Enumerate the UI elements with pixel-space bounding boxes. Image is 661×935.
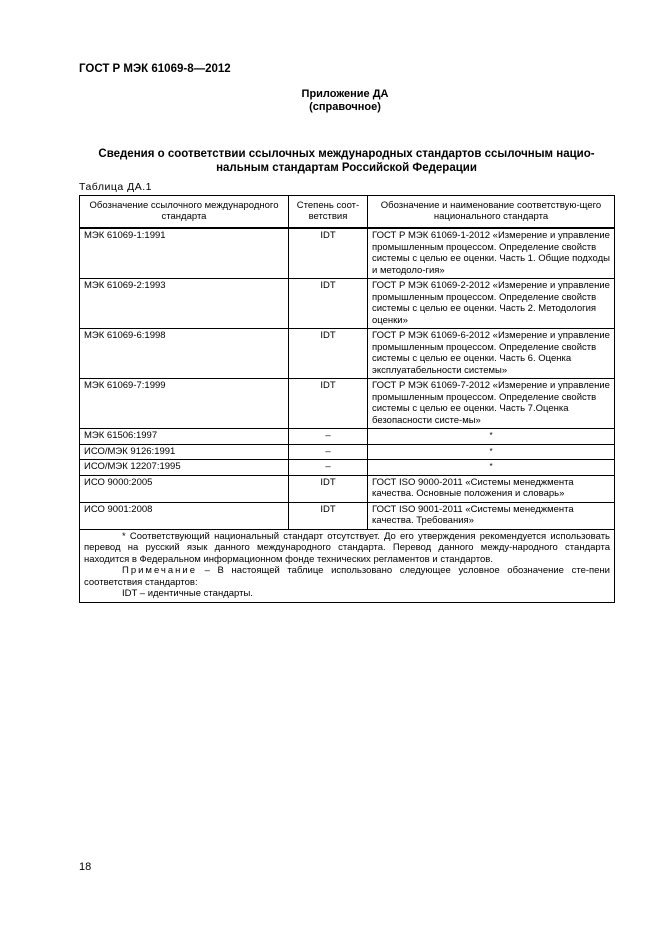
document-header: ГОСТ Р МЭК 61069-8—2012 [79, 63, 231, 75]
cell-degree: – [289, 460, 368, 476]
cell-intl: МЭК 61069-1:1991 [80, 228, 289, 279]
cell-national: ГОСТ ISO 9001-2011 «Системы менеджмента качества. Требования» [368, 502, 615, 529]
cell-national: * [368, 460, 615, 476]
table-row [80, 379, 615, 429]
cell-degree: IDT [289, 279, 368, 329]
note-idt: IDT – идентичные стандарты. [122, 588, 253, 599]
note [84, 565, 610, 588]
cell-degree: IDT [289, 502, 368, 529]
cell-national: ГОСТ Р МЭК 61069-6-2012 «Измерение и управление промышленным процессом. Определение свойств системы с целью ее оценки. Часть 6. Оценка эксплуатабельности системы» [368, 329, 615, 379]
table-row [80, 460, 615, 476]
table-row [80, 228, 615, 279]
page-number: 18 [79, 861, 92, 873]
appendix-subtitle: (справочное) [309, 101, 381, 113]
table-row [80, 444, 615, 460]
note-text: – В настоящей таблице использовано следующее условное обозначение сте-пени соответствия стандартов: [84, 565, 610, 588]
cell-intl: МЭК 61069-6:1998 [80, 329, 289, 379]
header-degree: Степень соот-ветствия [289, 196, 368, 229]
standards-table [79, 195, 615, 603]
cell-national: ГОСТ Р МЭК 61069-7-2012 «Измерение и управление промышленным процессом. Определение свойств системы с целью ее оценки. Часть 7.Оценка безопасности систе-мы» [368, 379, 615, 429]
cell-degree: IDT [289, 475, 368, 502]
cell-intl: МЭК 61069-2:1993 [80, 279, 289, 329]
table-row [80, 475, 615, 502]
cell-national: * [368, 444, 615, 460]
header-intl-standard: Обозначение ссылочного международного стандарта [80, 196, 289, 229]
footnote: * Соответствующий национальный стандарт отсутствует. До его утверждения рекомендуется использовать перевод на русский язык данного международного стандарта. Перевод данного между-народного стандарта находится в Федеральном информационном фонде технических регламентов и стандартов. [84, 530, 610, 565]
cell-intl: ИСО/МЭК 9126:1991 [80, 444, 289, 460]
table-row [80, 502, 615, 529]
cell-degree: – [289, 429, 368, 445]
section-title-line2: нальным стандартам Российской Федерации [216, 162, 477, 174]
cell-intl: ИСО 9000:2005 [80, 475, 289, 502]
appendix-title: Приложение ДА [301, 88, 389, 100]
appendix-heading [250, 88, 440, 114]
section-title [79, 147, 614, 175]
table-notes-row [80, 529, 615, 602]
cell-national: ГОСТ Р МЭК 61069-1-2012 «Измерение и управление промышленным процессом. Определение свойств системы с целью ее оценки. Часть 1. Общие подходы и методоло-гия» [368, 228, 615, 279]
cell-degree: IDT [289, 228, 368, 279]
cell-intl: ИСО 9001:2008 [80, 502, 289, 529]
cell-degree: IDT [289, 329, 368, 379]
cell-degree: IDT [289, 379, 368, 429]
table-header-row [80, 196, 615, 229]
table-row [80, 279, 615, 329]
cell-intl: МЭК 61506:1997 [80, 429, 289, 445]
table-notes [80, 529, 615, 602]
table-caption: Таблица ДА.1 [79, 181, 152, 193]
header-national-standard: Обозначение и наименование соответствую-щего национального стандарта [368, 196, 615, 229]
note-label: Примечание [122, 565, 197, 576]
section-title-line1: Сведения о соответствии ссылочных международных стандартов ссылочным нацио- [98, 148, 595, 160]
table-row [80, 429, 615, 445]
table-row [80, 329, 615, 379]
cell-degree: – [289, 444, 368, 460]
cell-intl: ИСО/МЭК 12207:1995 [80, 460, 289, 476]
cell-national: * [368, 429, 615, 445]
cell-national: ГОСТ ISO 9000-2011 «Системы менеджмента качества. Основные положения и словарь» [368, 475, 615, 502]
cell-national: ГОСТ Р МЭК 61069-2-2012 «Измерение и управление промышленным процессом. Определение свойств системы с целью ее оценки. Часть 2. Методология оценки» [368, 279, 615, 329]
cell-intl: МЭК 61069-7:1999 [80, 379, 289, 429]
